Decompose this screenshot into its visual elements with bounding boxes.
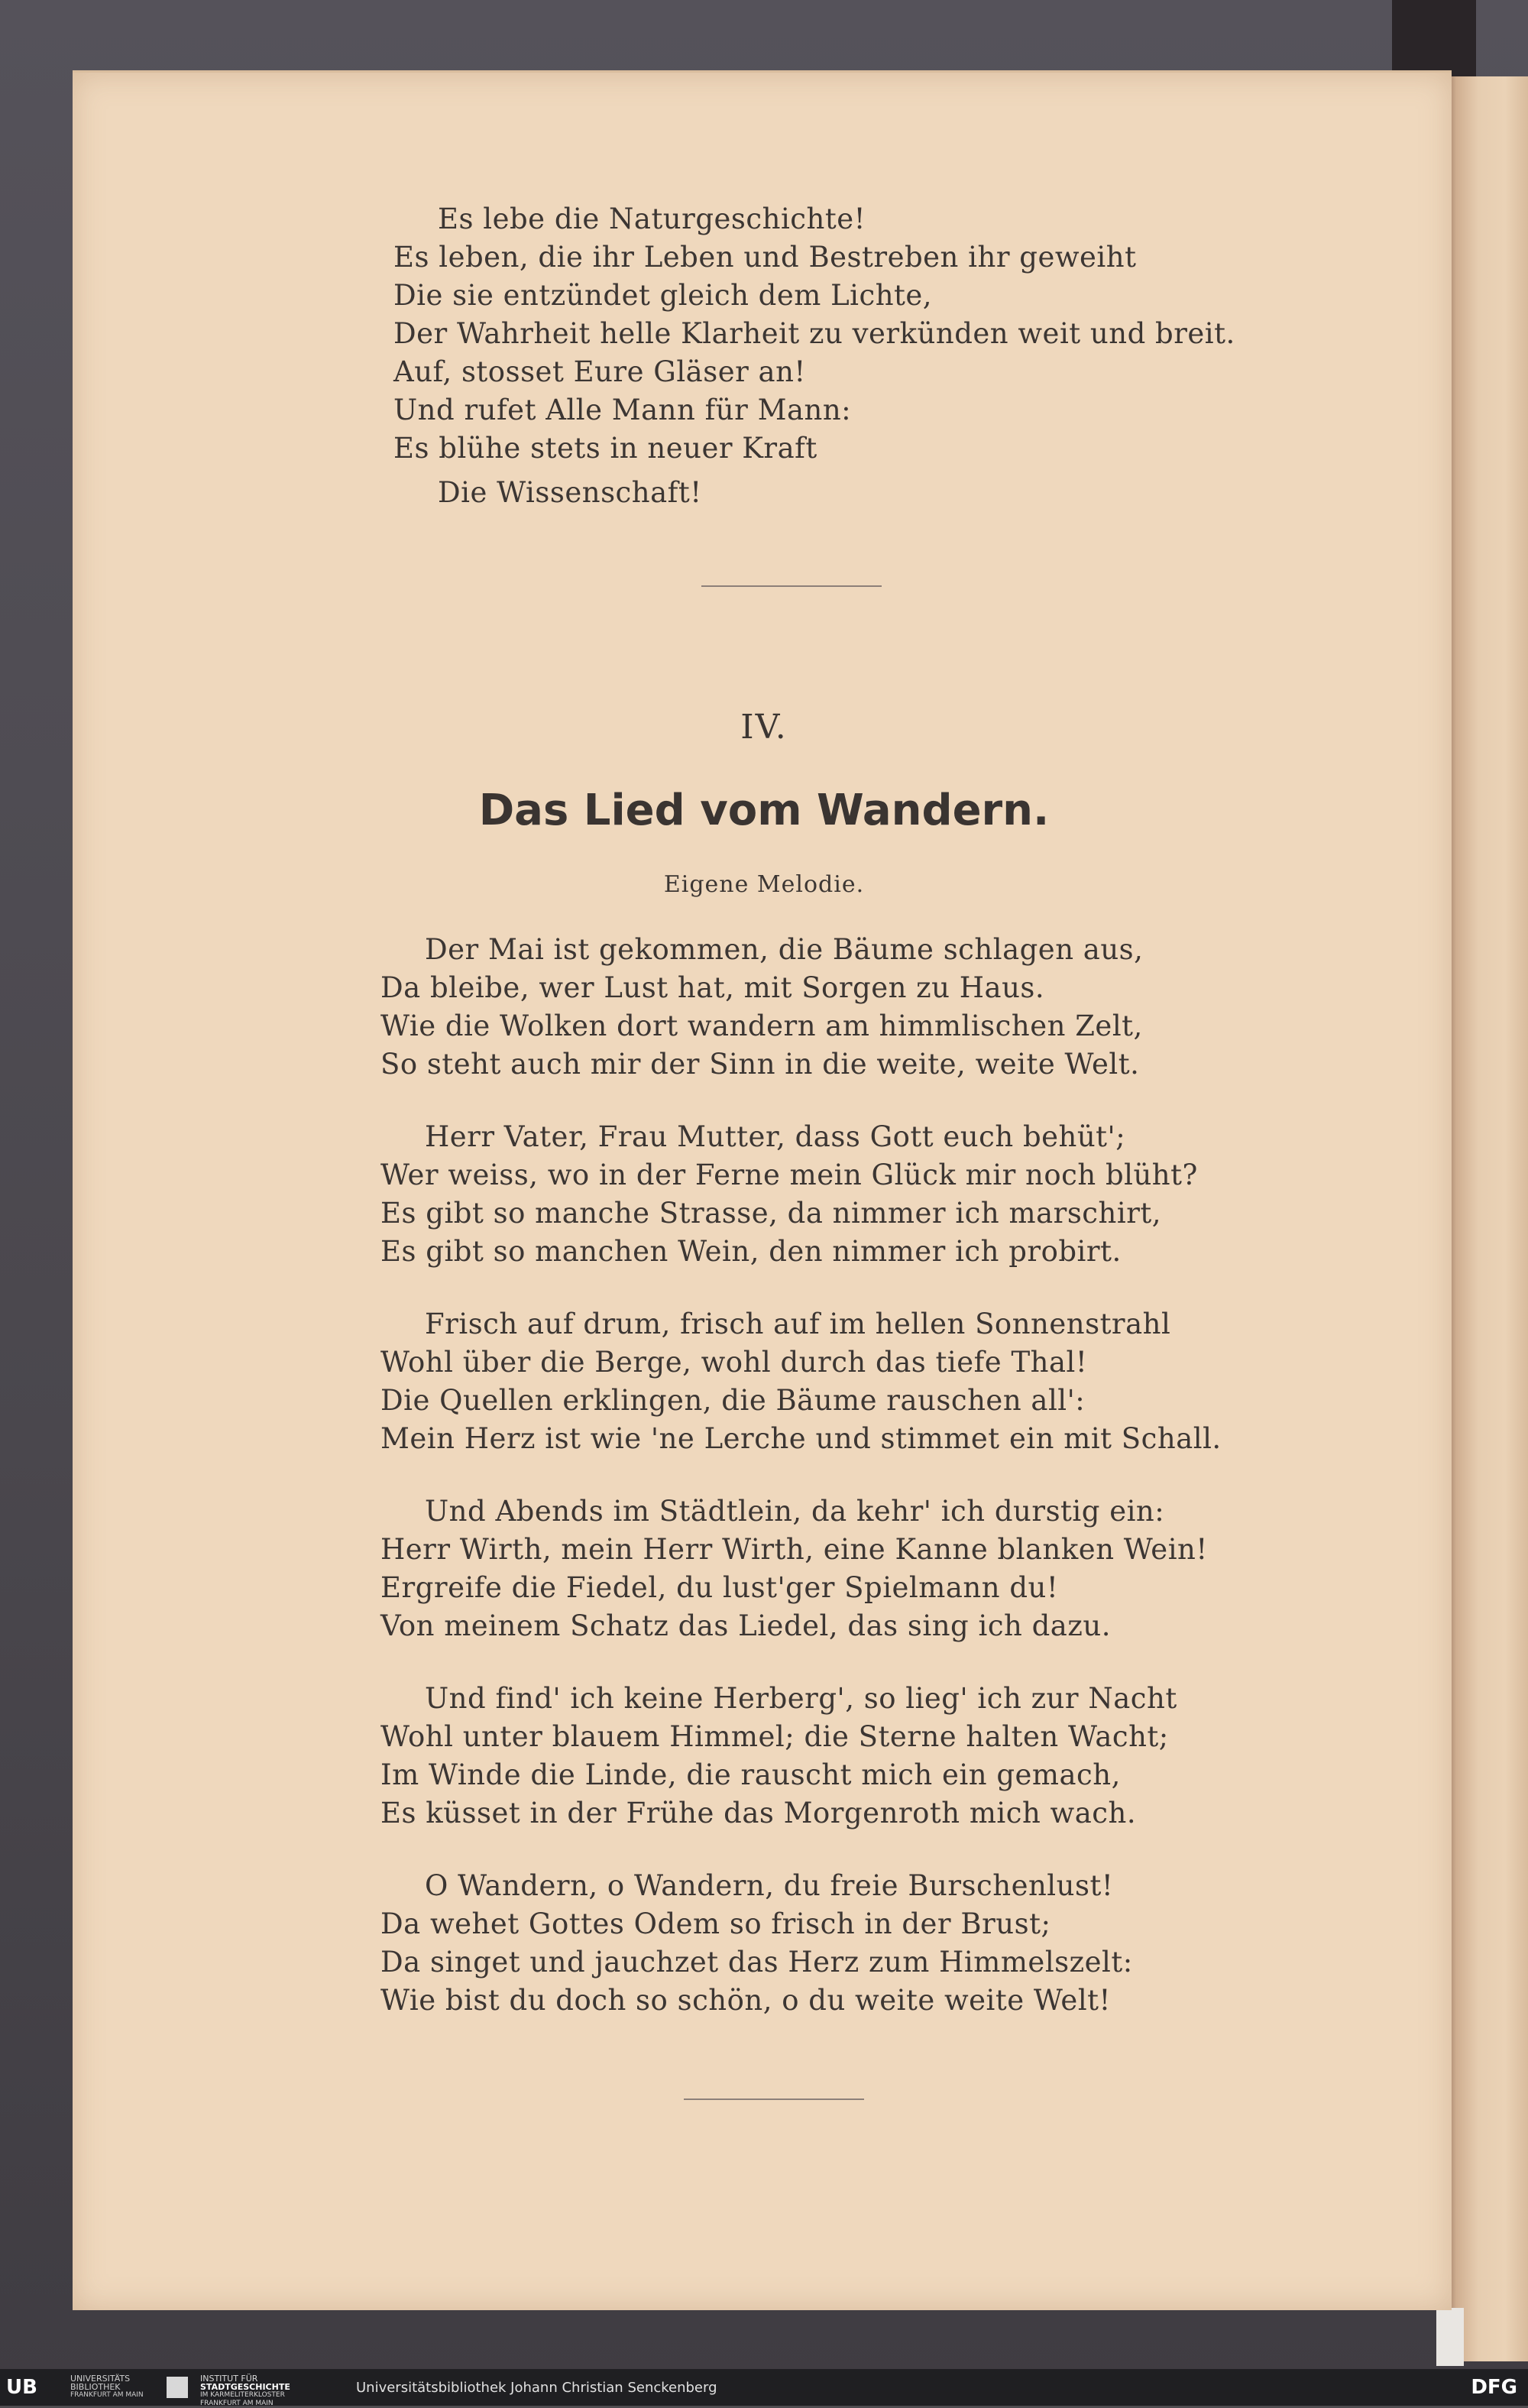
poem-line: Es blühe stets in neuer Kraft [393,432,817,465]
stanza-line: Der Mai ist gekommen, die Bäume schlagen aus, [425,933,1144,966]
ub-logo: UB [6,2376,37,2399]
stanza-line: Und Abends im Städtlein, da kehr' ich durstig ein: [425,1495,1165,1528]
stanza-line: Wie die Wolken dort wandern am himmlischen Zelt, [380,1010,1143,1042]
song-title: Das Lied vom Wandern. [478,786,1050,835]
stanza-line: O Wandern, o Wandern, du freie Burschenlust! [425,1869,1114,1902]
stanza-line: Frisch auf drum, frisch auf im hellen Sonnenstrahl [425,1308,1171,1340]
poem-line: Die Wissenschaft! [438,476,702,509]
institute-logo-icon [167,2377,188,2398]
poem-end-block [393,200,1235,512]
stanza-line: Ergreife die Fiedel, du lust'ger Spielmann du! [380,1571,1059,1604]
stanza-line: Da bleibe, wer Lust hat, mit Sorgen zu Haus. [380,971,1045,1004]
stanza-line: Es gibt so manchen Wein, den nimmer ich probirt. [380,1235,1122,1268]
ub-text-line: FRANKFURT AM MAIN [70,2391,144,2399]
ub-text-line: UNIVERSITÄTS [70,2374,131,2384]
stanza [380,1680,1222,1833]
song-numeral: IV. [740,708,788,747]
poem-line: Der Wahrheit helle Klarheit zu verkünden weit und breit. [393,317,1235,350]
poem-line: Die sie entzündet gleich dem Lichte, [393,279,933,312]
ub-logo-text [70,2374,154,2400]
stanza-line: Und find' ich keine Herberg', so lieg' ich zur Nacht [425,1682,1177,1715]
stanza-line: Da singet und jauchzet das Herz zum Himmelszelt: [380,1946,1133,1979]
song-body [380,931,1222,2020]
stanza-line: Herr Wirth, mein Herr Wirth, eine Kanne blanken Wein! [380,1533,1208,1566]
dfg-logo: DFG [1471,2376,1517,2399]
bottom-paper-strip [1436,2308,1464,2366]
stanza-line: So steht auch mir der Sinn in die weite, weite Welt. [380,1048,1140,1081]
stanza-line: Mein Herz ist wie 'ne Lerche und stimmet ein mit Schall. [380,1422,1222,1455]
poem-line: Es lebe die Naturgeschichte! [438,203,866,235]
stanza-line: Da wehet Gottes Odem so frisch in der Brust; [380,1907,1051,1940]
ub-text-line: BIBLIOTHEK [70,2382,121,2392]
stanza-line: Die Quellen erklingen, die Bäume rauschen all': [380,1384,1086,1417]
library-name: Universitätsbibliothek Johann Christian Senckenberg [356,2380,717,2396]
stanza-line: Wohl über die Berge, wohl durch das tiefe Thal! [380,1346,1088,1379]
inst-text-line: FRANKFURT AM MAIN [200,2400,274,2407]
scan-corner-shadow [1392,0,1476,76]
inst-text-line: STADTGESCHICHTE [200,2382,290,2392]
stanza-line: Wie bist du doch so schön, o du weite weite Welt! [380,1984,1111,2017]
inst-text-line: INSTITUT FÜR [200,2374,258,2384]
stanza [380,931,1222,1084]
stanza-line: Herr Vater, Frau Mutter, dass Gott euch behüt'; [425,1120,1126,1153]
section-divider [701,585,882,587]
stanza [380,1867,1222,2020]
end-divider [684,2098,864,2100]
stanza-line: Es küsset in der Frühe das Morgenroth mich wach. [380,1797,1137,1829]
stanza-line: Wer weiss, wo in der Ferne mein Glück mir noch blüht? [380,1159,1198,1191]
stanza-line: Es gibt so manche Strasse, da nimmer ich marschirt, [380,1197,1162,1230]
stanza [380,1305,1222,1458]
stanza-line: Von meinem Schatz das Liedel, das sing ich dazu. [380,1609,1111,1642]
footer-bar [0,2369,1528,2406]
poem-line: Und rufet Alle Mann für Mann: [393,394,852,426]
institute-logo-text [200,2374,307,2408]
next-page-edge [1452,76,1528,2361]
stanza [380,1492,1222,1645]
poem-line: Auf, stosset Eure Gläser an! [393,355,806,388]
stanza-line: Im Winde die Linde, die rauscht mich ein gemach, [380,1758,1121,1791]
poem-line: Es leben, die ihr Leben und Bestreben ihr geweiht [393,241,1137,274]
stanza [380,1118,1222,1271]
stanza-line: Wohl unter blauem Himmel; die Sterne halten Wacht; [380,1720,1169,1753]
inst-text-line: IM KARMELITERKLOSTER [200,2391,285,2399]
song-melody: Eigene Melodie. [663,871,865,898]
